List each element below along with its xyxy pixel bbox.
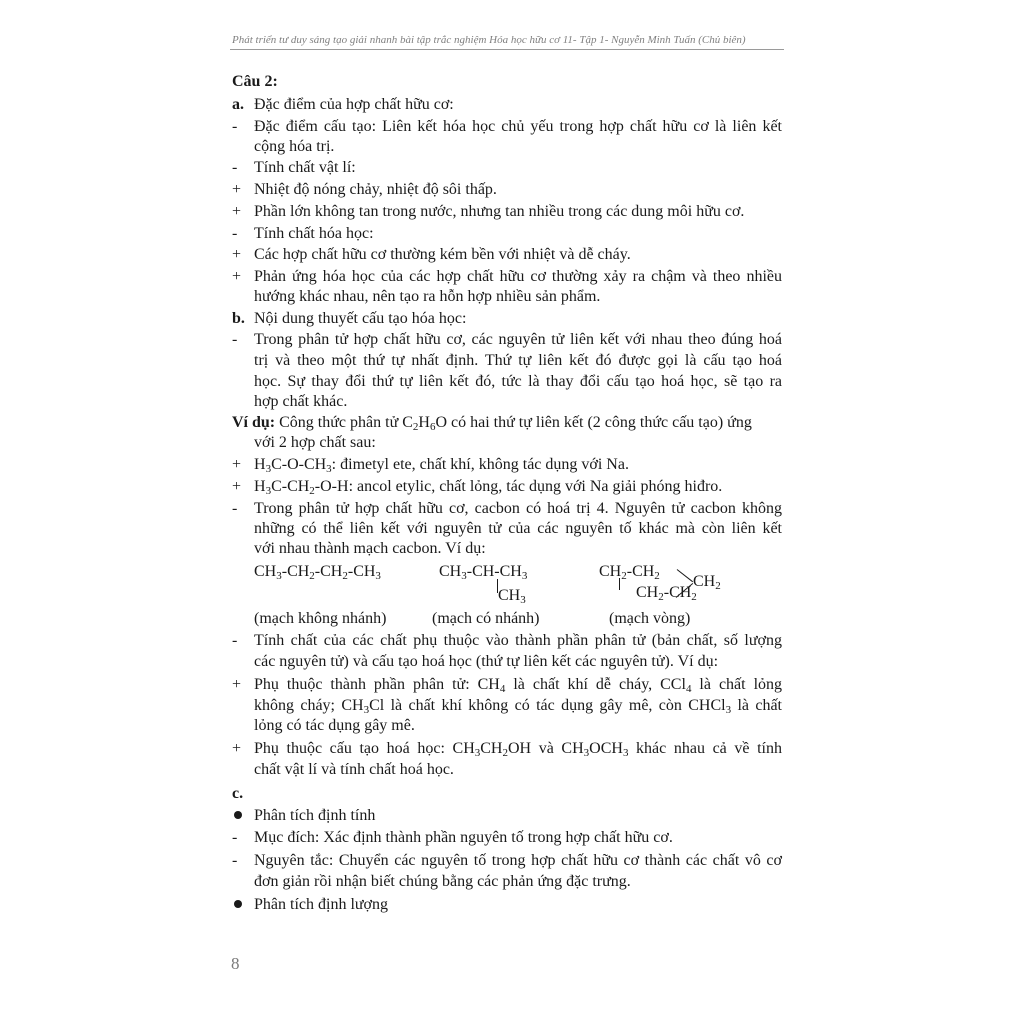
formula-unbranched-chain: $CH_3-CH_2-CH_2-CH_3$ [254, 563, 381, 582]
formula-ring-bottom: $CH_2-CH_2$ [636, 584, 697, 603]
theory-para-line-2: trị và theo một thứ tự nhất định. Thứ tự liên kết đó được gọi là cấu tạo hoá [254, 352, 782, 369]
formula-branch-methyl: $CH_3$ [498, 587, 526, 606]
chemical-heading: Tính chất hóa học: [254, 225, 374, 242]
plus-marker: + [232, 246, 242, 263]
composition-line-2: không cháy; $CH_3Cl$ là chất khí không có tác dụng gây mê, còn CHCl$_3$ là chất [254, 697, 782, 716]
dash-marker: - [232, 159, 238, 176]
section-c-marker: c. [232, 785, 244, 802]
plus-marker: + [232, 456, 242, 473]
plus-marker: + [232, 478, 242, 495]
formula-branched-chain: $CH_3-CH-CH_3$ [439, 563, 528, 582]
formula-ring-top: $CH_2-CH_2$ [599, 563, 660, 582]
plus-marker: + [232, 268, 242, 285]
question-title: Câu 2: [232, 73, 278, 90]
plus-marker: + [232, 676, 242, 693]
section-b-title: Nội dung thuyết cấu tạo hóa học: [254, 310, 467, 327]
label-branched: (mạch có nhánh) [432, 610, 540, 627]
quantitative-heading: Phân tích định lượng [254, 896, 389, 913]
chemical-item-2-line-1: Phản ứng hóa học của các hợp chất hữu cơ thường xảy ra chậm và theo nhiều [254, 268, 782, 285]
ring-bond-upper [677, 569, 693, 582]
example-line-2: với 2 hợp chất sau: [254, 434, 376, 451]
chemical-item-2-line-2: hướng khác nhau, nên tạo ra hỗn hợp nhiều sản phẩm. [254, 288, 601, 305]
property-para-line-1: Tính chất của các chất phụ thuộc vào thành phần phân tử (bản chất, số lượng [254, 632, 782, 649]
section-a-marker: a. [232, 96, 244, 113]
ethanol-item: $H_3C-CH_2-O-H$: ancol etylic, chất lỏng, tác dụng với Na giải phóng hiđro. [254, 478, 723, 497]
dash-marker: - [232, 829, 238, 846]
dash-marker: - [232, 331, 238, 348]
structure-dependence-line-2: chất vật lí và tính chất hoá học. [254, 761, 454, 778]
section-a-title: Đặc điểm của hợp chất hữu cơ: [254, 96, 454, 113]
label-ring: (mạch vòng) [609, 610, 691, 627]
section-b-marker: b. [232, 310, 245, 327]
composition-line-3: lỏng có tác dụng gây mê. [254, 717, 415, 734]
bullet-dot [234, 900, 242, 908]
physical-heading: Tính chất vật lí: [254, 159, 356, 176]
theory-para-line-1: Trong phân tử hợp chất hữu cơ, các nguyên tử liên kết với nhau theo đúng hoá [254, 331, 782, 348]
dash-marker: - [232, 500, 238, 517]
carbon-para-line-1: Trong phân tử hợp chất hữu cơ, cacbon có hoá trị 4. Nguyên tử cacbon không [254, 500, 782, 517]
dash-marker: - [232, 852, 238, 869]
example-line-1: Ví dụ: Công thức phân tử $C_2H_6O$ có hai thứ tự liên kết (2 công thức cấu tạo) ứng [232, 414, 752, 433]
plus-marker: + [232, 203, 242, 220]
purpose-line: Mục đích: Xác định thành phần nguyên tố trong hợp chất hữu cơ. [254, 829, 673, 846]
principle-line-2: đơn giản rồi nhận biết chúng bằng các phản ứng đặc trưng. [254, 873, 631, 890]
qualitative-heading: Phân tích định tính [254, 807, 376, 824]
dash-marker: - [232, 632, 238, 649]
structure-line-2: cộng hóa trị. [254, 138, 335, 155]
ring-bond-left [619, 578, 620, 590]
formula-ring-apex: $CH_2$ [693, 573, 721, 592]
plus-marker: + [232, 740, 242, 757]
page-number: 8 [231, 954, 240, 973]
dash-marker: - [232, 225, 238, 242]
theory-para-line-3: học. Sự thay đổi thứ tự liên kết đó, tức là thay đổi cấu tạo hoá học, sẽ tạo ra [254, 373, 782, 390]
dash-marker: - [232, 118, 238, 135]
header-rule [230, 49, 784, 50]
structure-dependence-line-1: Phụ thuộc cấu tạo hoá học: $CH_3CH_2OH$ và $CH_3OCH_3$ khác nhau cả về tính [254, 740, 783, 759]
running-header: Phát triển tư duy sáng tạo giải nhanh bài tập trắc nghiệm Hóa học hữu cơ 11- Tập 1- Nguyễn Minh Tuấn (Chủ biên) [232, 34, 746, 46]
physical-item-2: Phần lớn không tan trong nước, nhưng tan nhiều trong các dung môi hữu cơ. [254, 203, 745, 220]
structure-line-1: Đặc điểm cấu tạo: Liên kết hóa học chủ yếu trong hợp chất hữu cơ là liên kết [254, 118, 782, 135]
theory-para-line-4: hợp chất khác. [254, 393, 348, 410]
composition-line-1: Phụ thuộc thành phần phân tử: $CH_4$ là chất khí dễ cháy, CCl$_4$ là chất lỏng [254, 676, 783, 695]
example-label: Ví dụ: [232, 414, 276, 431]
carbon-para-line-3: với nhau thành mạch cacbon. Ví dụ: [254, 540, 486, 557]
dimethyl-ether-item: $H_3C-O-CH_3$: đimetyl ete, chất khí, không tác dụng với Na. [254, 456, 629, 475]
property-para-line-2: các nguyên tử) và cấu tạo hoá học (thứ tự liên kết các nguyên tử). Ví dụ: [254, 653, 719, 670]
bullet-dot [234, 811, 242, 819]
carbon-para-line-2: những có thể liên kết với nguyên tử của các nguyên tố khác mà còn liên kết [254, 520, 782, 537]
principle-line-1: Nguyên tắc: Chuyển các nguyên tố trong hợp chất hữu cơ thành các chất vô cơ [254, 852, 782, 869]
plus-marker: + [232, 181, 242, 198]
physical-item-1: Nhiệt độ nóng chảy, nhiệt độ sôi thấp. [254, 181, 497, 198]
label-unbranched: (mạch không nhánh) [254, 610, 387, 627]
chemical-item-1: Các hợp chất hữu cơ thường kém bền với nhiệt và dễ cháy. [254, 246, 631, 263]
